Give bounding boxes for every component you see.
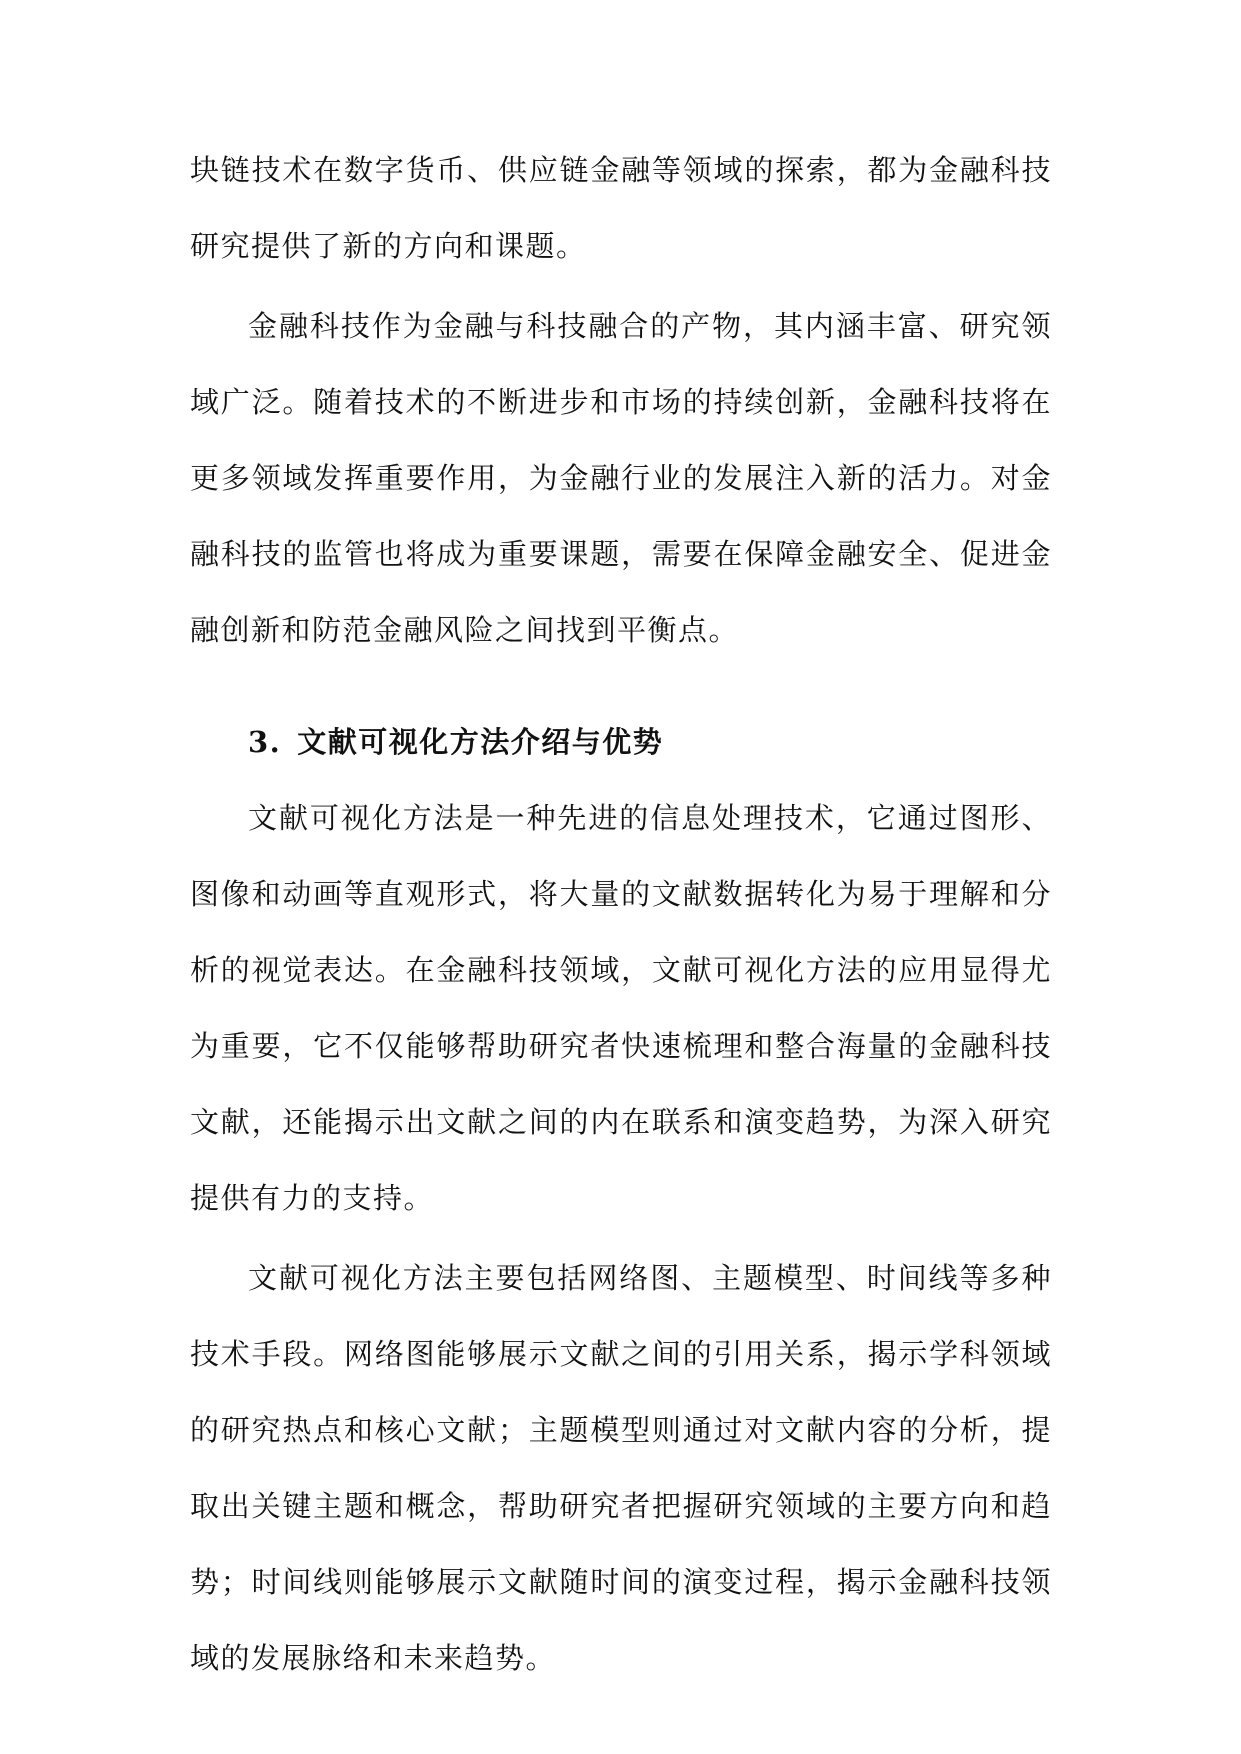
section-spacer xyxy=(190,672,1052,704)
paragraph-continued: 块链技术在数字货币、供应链金融等领域的探索，都为金融科技研究提供了新的方向和课题。 xyxy=(190,153,1052,263)
paragraph-visualization-methods: 文献可视化方法主要包括网络图、主题模型、时间线等多种技术手段。网络图能够展示文献之间的引用关系，揭示学科领域的研究热点和核心文献；主题模型则通过对文献内容的分析，提取出关键主题和概念，帮助研究者把握研究领域的主要方向和趋势；时间线则能够展示文献随时间的演变过程，揭示金融科技领域的发展脉络和未来趋势。 xyxy=(190,1261,1052,1675)
section-number: 3. xyxy=(248,725,282,759)
section-heading xyxy=(190,704,1052,780)
section-title: 文献可视化方法介绍与优势 xyxy=(297,725,664,759)
paragraph-fintech-summary: 金融科技作为金融与科技融合的产物，其内涵丰富、研究领域广泛。随着技术的不断进步和市场的持续创新，金融科技将在更多领域发挥重要作用，为金融行业的发展注入新的活力。对金融科技的监管也将成为重要课题，需要在保障金融安全、促进金融创新和防范金融风险之间找到平衡点。 xyxy=(190,309,1052,647)
paragraph-visualization-intro: 文献可视化方法是一种先进的信息处理技术，它通过图形、图像和动画等直观形式，将大量的文献数据转化为易于理解和分析的视觉表达。在金融科技领域，文献可视化方法的应用显得尤为重要，它不仅能够帮助研究者快速梳理和整合海量的金融科技文献，还能揭示出文献之间的内在联系和演变趋势，为深入研究提供有力的支持。 xyxy=(190,801,1052,1215)
document-page xyxy=(190,132,1052,1700)
